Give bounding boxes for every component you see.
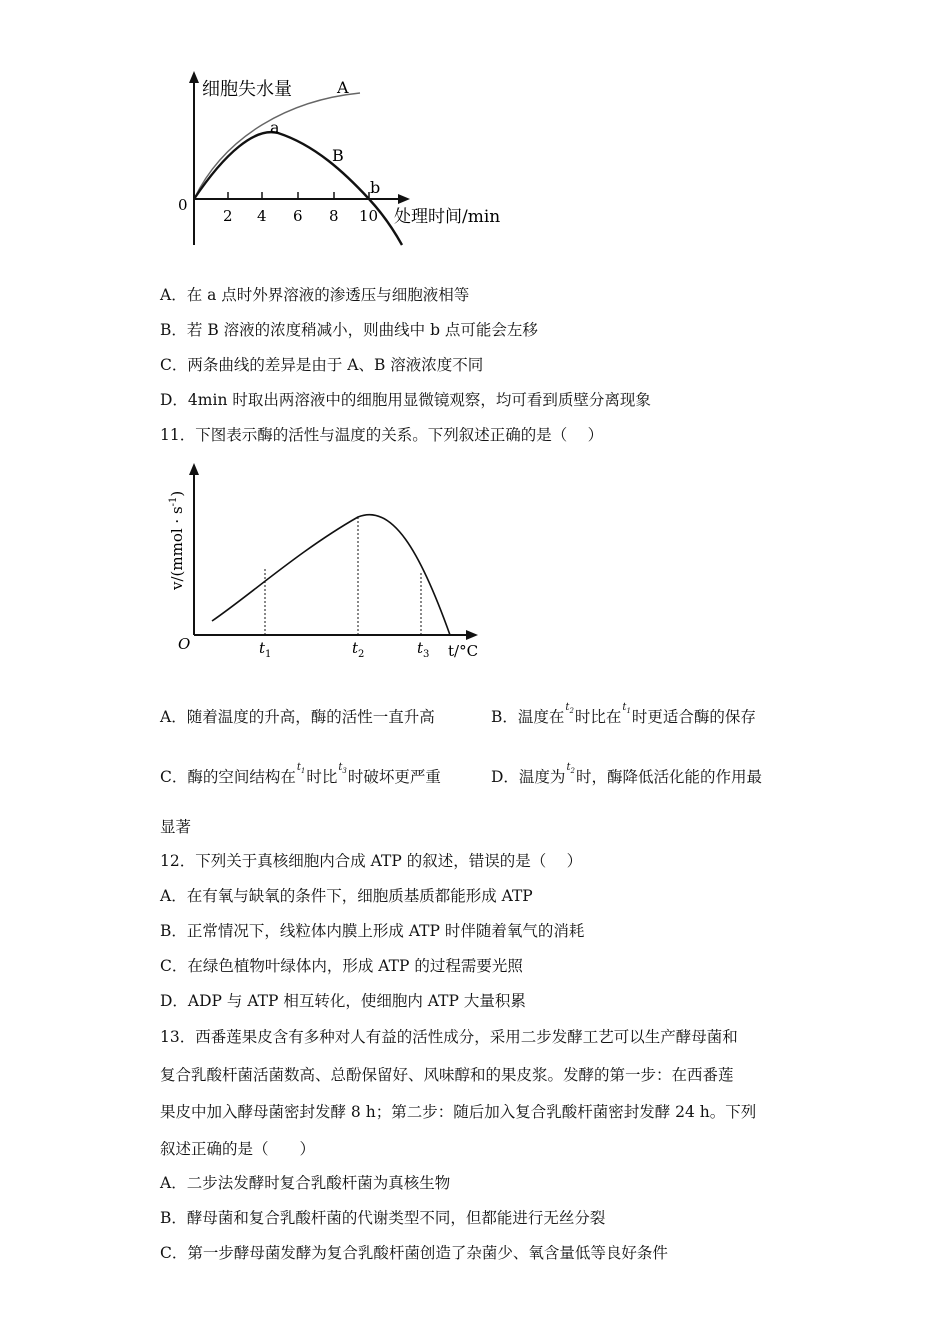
x-ticks: [228, 192, 369, 199]
figure-water-loss-chart: [170, 65, 530, 255]
x-axis-label: 处理时间/min: [394, 207, 501, 227]
q10-option-d: D．4min 时取出两溶液中的细胞用显微镜观察，均可看到质壁分离现象: [160, 391, 651, 409]
curve-a-label: A: [337, 78, 349, 97]
point-a-label: a: [270, 118, 280, 137]
q11-option-d: D．温度为$^{t_2}$时，酶降低活化能的作用最: [491, 762, 762, 786]
t1-label: $t_1$: [259, 639, 272, 660]
x-axis-label: t/°C: [448, 642, 479, 660]
q13-option-a: A．二步法发酵时复合乳酸杆菌为真核生物: [160, 1174, 451, 1192]
q11-stem: 11．下图表示酶的活性与温度的关系。下列叙述正确的是（ ）: [160, 426, 604, 444]
x-axis-arrow: [466, 630, 478, 640]
q12-stem: 12．下列关于真核细胞内合成 ATP 的叙述，错误的是（ ）: [160, 852, 583, 870]
t3-label: $t_3$: [417, 639, 430, 660]
q10-option-c: C．两条曲线的差异是由于 A、B 溶液浓度不同: [160, 356, 484, 374]
q13-option-c: C．第一步酵母菌发酵为复合乳酸杆菌创造了杂菌少、氧含量低等良好条件: [160, 1244, 668, 1262]
q13-stem-line-2: 复合乳酸杆菌活菌数高、总酚保留好、风味醇和的果皮浆。发酵的第一步：在西番莲: [160, 1066, 734, 1084]
q12-option-a: A．在有氧与缺氧的条件下，细胞质基质都能形成 ATP: [160, 887, 533, 905]
t2-label: $t_2$: [352, 639, 365, 660]
q12-option-b: B．正常情况下，线粒体内膜上形成 ATP 时伴随着氧气的消耗: [160, 922, 585, 940]
tick-label-10: 10: [359, 207, 379, 225]
curve-b-label: B: [332, 146, 344, 165]
origin-label: 0: [178, 196, 188, 214]
tick-label-2: 2: [223, 207, 233, 225]
figure-enzyme-temperature-chart: [160, 455, 490, 670]
y-axis-arrow: [189, 71, 199, 83]
q11-option-d-continued: 显著: [160, 818, 192, 836]
q13-stem-line-1: 13．西番莲果皮含有多种对人有益的活性成分，采用二步发酵工艺可以生产酵母菌和: [160, 1028, 738, 1046]
tick-label-8: 8: [329, 207, 339, 225]
activity-curve: [212, 515, 450, 635]
q11-option-c: C．酶的空间结构在$^{t_1}$时比$^{t_3}$时破坏更严重: [160, 762, 441, 786]
q13-option-b: B．酵母菌和复合乳酸杆菌的代谢类型不同，但都能进行无丝分裂: [160, 1209, 606, 1227]
point-b-label: b: [370, 178, 381, 197]
q11-option-b: B．温度在$^{t_2}$时比在$^{t_1}$时更适合酶的保存: [491, 702, 756, 726]
tick-label-4: 4: [257, 207, 267, 225]
q12-option-d: D．ADP 与 ATP 相互转化，使细胞内 ATP 大量积累: [160, 992, 526, 1010]
tick-label-6: 6: [293, 207, 303, 225]
y-axis-label: v/(mmol · $s^{-1}$): [168, 490, 186, 590]
y-axis-label: 细胞失水量: [202, 79, 292, 100]
q11-option-a: A．随着温度的升高，酶的活性一直升高: [160, 708, 435, 726]
q10-option-b: B．若 B 溶液的浓度稍减小，则曲线中 b 点可能会左移: [160, 321, 538, 339]
q13-stem-line-3: 果皮中加入酵母菌密封发酵 8 h；第二步：随后加入复合乳酸杆菌密封发酵 24 h。下列: [160, 1103, 757, 1121]
origin-label: O: [178, 635, 191, 653]
x-axis-arrow: [398, 194, 410, 204]
q10-option-a: A．在 a 点时外界溶液的渗透压与细胞液相等: [160, 286, 470, 304]
q12-option-c: C．在绿色植物叶绿体内，形成 ATP 的过程需要光照: [160, 957, 523, 975]
y-axis-arrow: [189, 463, 199, 475]
q13-stem-line-4: 叙述正确的是（ ）: [160, 1140, 316, 1158]
